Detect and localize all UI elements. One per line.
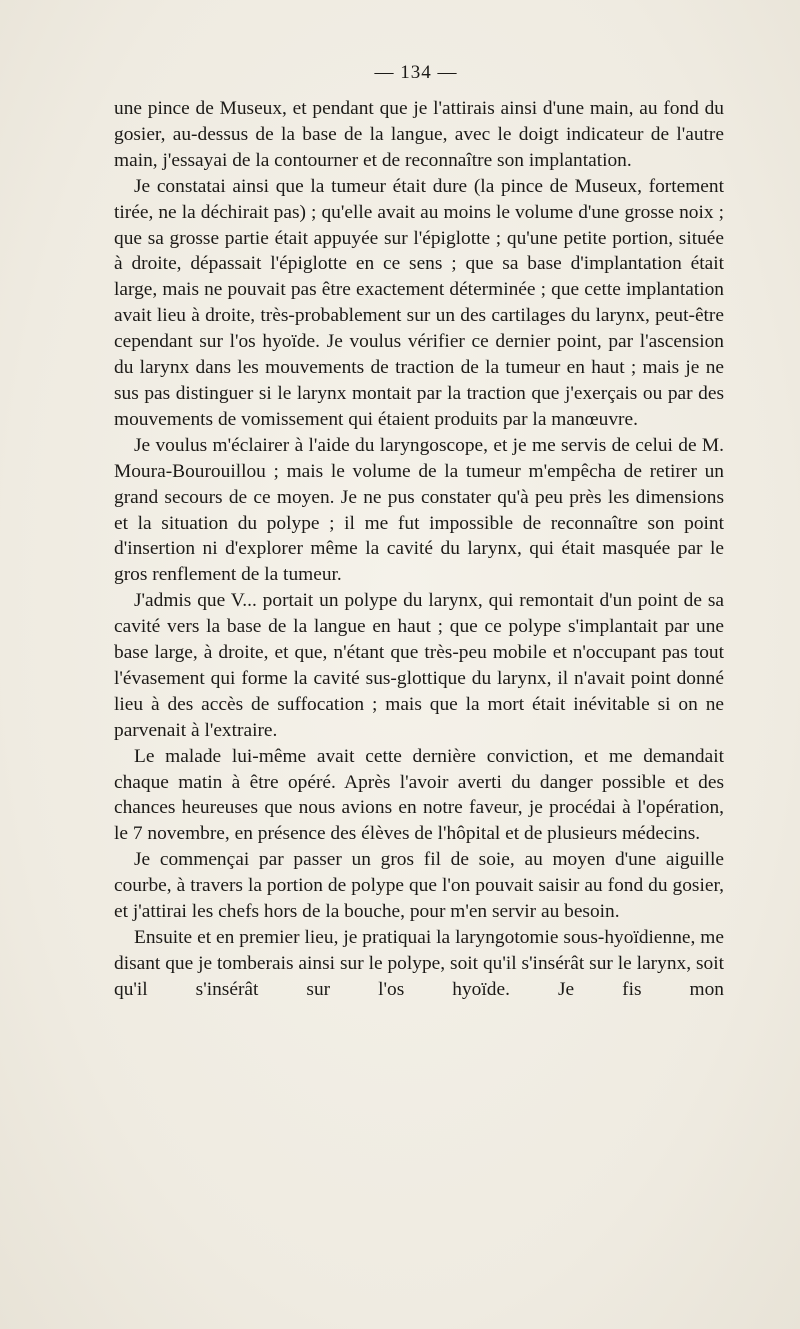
paragraph: une pince de Museux, et pendant que je l'attirais ainsi d'une main, au fond du gosier, au-dessus de la base de la langue, avec le doigt indicateur de l'autre main, j'essayai de la contourner et de reconnaître son implantation. bbox=[114, 98, 724, 171]
body-text bbox=[114, 96, 724, 1003]
paragraph: Ensuite et en premier lieu, je pratiquai la laryngotomie sous-hyoïdienne, me disant que je tomberais ainsi sur le polype, soit qu'il s'insérât sur le larynx, soit qu'il s'insérât sur l'os hyoïde. Je fis mon bbox=[114, 927, 724, 1000]
page-number: — 134 — bbox=[374, 62, 458, 83]
paragraph: Je constatai ainsi que la tumeur était dure (la pince de Museux, fortement tirée, ne la déchirait pas) ; qu'elle avait au moins le volume d'une grosse noix ; que sa grosse partie était appuyée sur l'épiglotte ; qu'une petite portion, située à droite, dépassait l'épiglotte en ce sens ; que sa base d'implantation était large, mais ne pouvait pas être exactement déterminée ; que cette implantation avait lieu à droite, très-probablement sur un des cartilages du larynx, peut-être cependant sur l'os hyoïde. Je voulus vérifier ce dernier point, par l'ascension du larynx dans les mouvements de traction de la tumeur en haut ; mais je ne sus pas distinguer si le larynx montait par la traction que j'exerçais ou par des mouvements de vomissement qui étaient produits par la manœuvre. bbox=[114, 175, 724, 430]
paragraph: Je commençai par passer un gros fil de soie, au moyen d'une aiguille courbe, à travers la portion de polype que l'on pouvait saisir au fond du gosier, et j'attirai les chefs hors de la bouche, pour m'en servir au besoin. bbox=[114, 849, 724, 923]
paragraph: J'admis que V... portait un polype du larynx, qui remontait d'un point de sa cavité vers la base de la langue en haut ; que ce polype s'implantait par une base large, à droite, et que, n'étant que très-peu mobile et n'occupant pas tout l'évasement qui forme la cavité sus-glottique du larynx, il n'avait point donné lieu à des accès de suffocation ; mais que la mort était inévitable si on ne parvenait à l'extraire. bbox=[114, 590, 724, 741]
paragraph: Le malade lui-même avait cette dernière conviction, et me demandait chaque matin à être opéré. Après l'avoir averti du danger possible et des chances heureuses que nous avions en notre faveur, je procédai à l'opération, le 7 novembre, en présence des élèves de l'hôpital et de plusieurs médecins. bbox=[114, 745, 724, 845]
paragraph: Je voulus m'éclairer à l'aide du laryngoscope, et je me servis de celui de M. Moura-Bourouillou ; mais le volume de la tumeur m'empêcha de retirer un grand secours de ce moyen. Je ne pus constater qu'à peu près les dimensions et la situation du polype ; il me fut impossible de reconnaître son point d'insertion ni d'explorer même la cavité du larynx, qui était masquée par le gros renflement de la tumeur. bbox=[114, 434, 724, 586]
